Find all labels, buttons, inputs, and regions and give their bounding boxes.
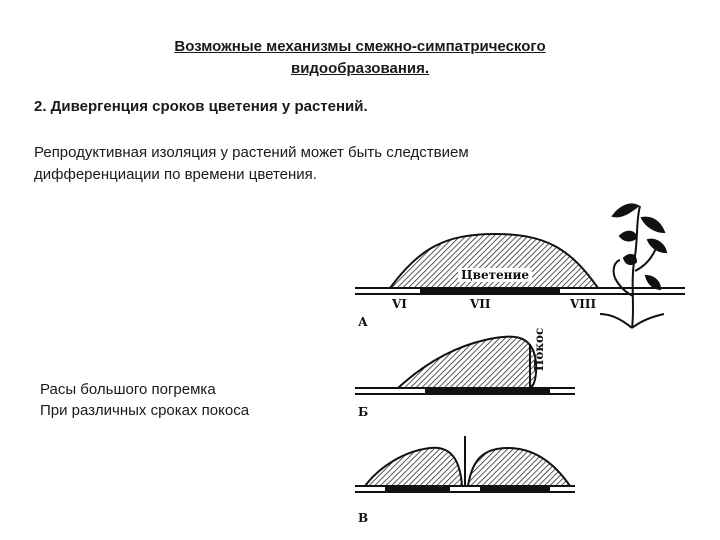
caption-line-1: Расы большого погремка (40, 381, 216, 398)
slide-title-line-1: Возможные механизмы смежно-симпатрического (174, 38, 546, 55)
flowering-diagram (330, 196, 685, 536)
slide-title (0, 36, 720, 80)
panel-c (355, 436, 575, 525)
panel-letter-c: В (358, 511, 369, 525)
section-heading: 2. Дивергенция сроков цветения у растений. (34, 98, 368, 115)
panel-letter-b: Б (358, 405, 369, 419)
flowering-plant-icon (600, 204, 666, 328)
slide-title-line-2: видообразования. (290, 60, 430, 77)
flowering-period-bar-a (420, 287, 560, 295)
flowering-period-bar-c-right (480, 485, 550, 493)
description-line-1: Репродуктивная изоляция у растений может быть следствием (34, 144, 469, 161)
description-paragraph (34, 142, 594, 186)
caption-line-2: При различных сроках покоса (40, 402, 250, 419)
figure-caption (40, 379, 249, 421)
month-label-viii: VIII (570, 297, 597, 311)
flowering-period-bar-c-left (385, 485, 450, 493)
description-line-2: дифференциации по времени цветения. (34, 166, 317, 183)
flowering-period-bar-b (425, 387, 550, 395)
mowing-label: Покос (532, 327, 546, 371)
flowering-curve-c-left (365, 448, 462, 486)
month-label-vii: VII (470, 297, 491, 311)
flowering-curve-b (398, 337, 536, 388)
panel-b (355, 328, 575, 419)
month-label-vi: VI (392, 297, 407, 311)
flowering-label: Цветение (461, 268, 529, 282)
flowering-curve-c-right (468, 448, 570, 486)
panel-letter-a: А (358, 315, 368, 329)
